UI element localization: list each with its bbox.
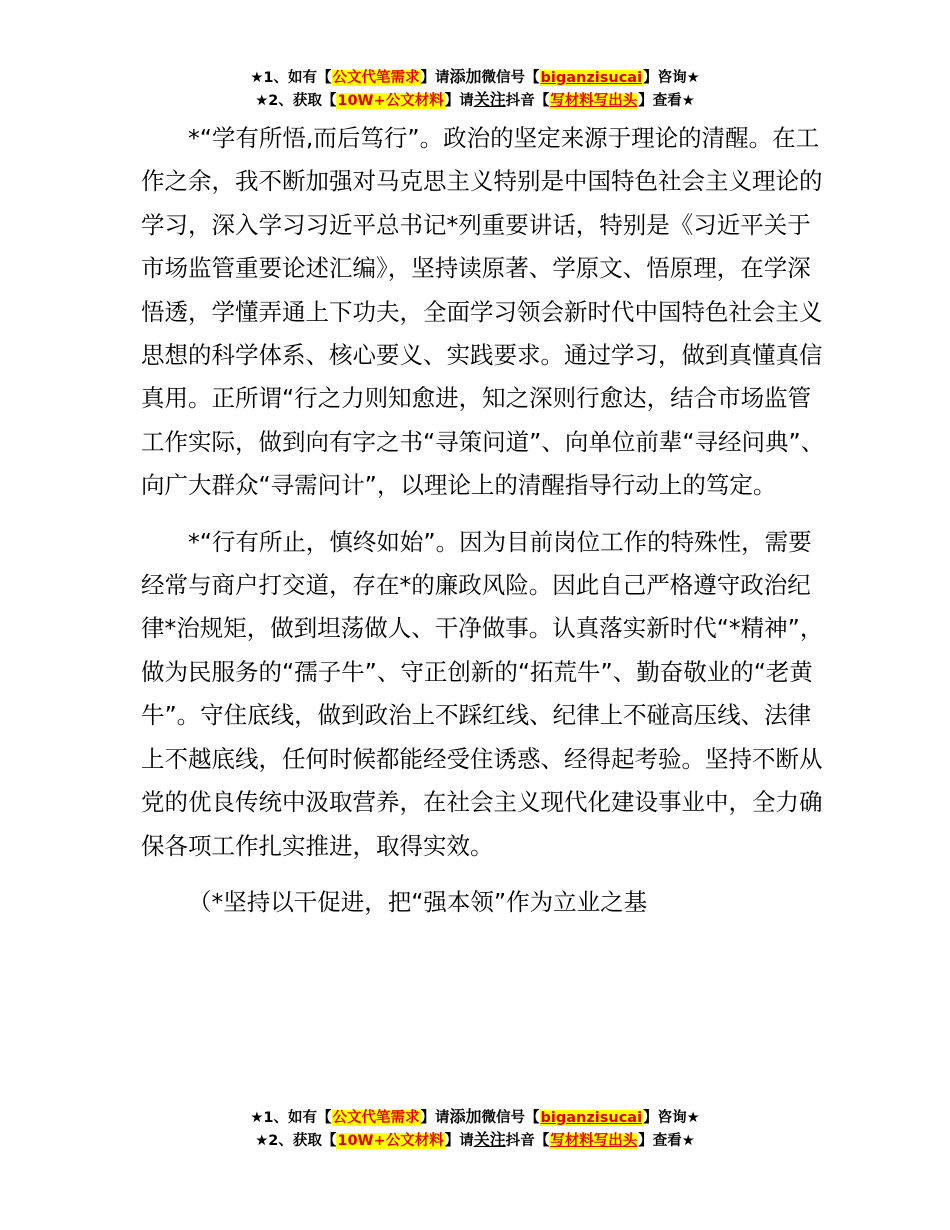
footer-highlight-wechat-id: biganzisucai — [540, 1110, 643, 1126]
footer-highlight-douyin-name: 写材料写出头 — [550, 1133, 638, 1149]
footer-line-1: ★1、如有【公文代笔需求】请添加微信号【biganzisucai】咨询★ — [250, 1107, 700, 1126]
footer-highlight-service: 公文代笔需求 — [332, 1110, 420, 1126]
header-banner — [0, 66, 950, 112]
highlight-wechat-id: biganzisucai — [540, 70, 643, 86]
banner-line-1: ★1、如有【公文代笔需求】请添加微信号【biganzisucai】咨询★ — [250, 67, 700, 86]
footer-line-2: ★2、获取【10W+公文材料】请关注抖音【写材料写出头】查看★ — [255, 1130, 695, 1149]
document-body — [141, 117, 831, 924]
highlight-materials: 10W+公文材料 — [337, 93, 444, 109]
highlight-douyin-name: 写材料写出头 — [550, 93, 638, 109]
highlight-service: 公文代笔需求 — [332, 70, 420, 86]
paragraph-1: *“学有所悟,而后笃行”。政治的坚定来源于理论的清醒。在工作之余，我不断加强对马克思主义特别是中国特色社会主义理论的学习，深入学习习近平总书记*列重要讲话，特别是《习近平关于市场监管重要论述汇编》，坚持读原著、学原文、悟原理，在学深悟透，学懂弄通上下功夫，全面学习领会新时代中国特色社会主义思想的科学体系、核心要义、实践要求。通过学习，做到真懂真信真用。正所谓“行之力则知愈进，知之深则行愈达，结合市场监管工作实际，做到向有字之书“寻策问道”、向单位前辈“寻经问典”、向广大群众“寻需问计”，以理论上的清醒指导行动上的笃定。 — [141, 124, 825, 500]
paragraph-3-heading: （*坚持以干促进，把“强本领”作为立业之基 — [188, 887, 648, 916]
paragraph-2: *“行有所止，慎终如始”。因为目前岗位工作的特殊性，需要经常与商户打交道，存在*的廉政风险。因此自己严格遵守政治纪律*治规矩，做到坦荡做人、干净做事。认真落实新时代“*精神”，做为民服务的“孺子牛”、守正创新的“拓荒牛”、勤奋敬业的“老黄牛”。守住底线，做到政治上不踩红线、纪律上不碰高压线、法律上不越底线，任何时候都能经受住诱惑、经得起考验。坚持不断从党的优良传统中汲取营养，在社会主义现代化建设事业中，全力确保各项工作扎实推进，取得实效。 — [141, 527, 824, 860]
banner-line-2: ★2、获取【10W+公文材料】请关注抖音【写材料写出头】查看★ — [255, 90, 695, 109]
footer-highlight-materials: 10W+公文材料 — [337, 1133, 444, 1149]
footer-banner — [0, 1106, 950, 1152]
